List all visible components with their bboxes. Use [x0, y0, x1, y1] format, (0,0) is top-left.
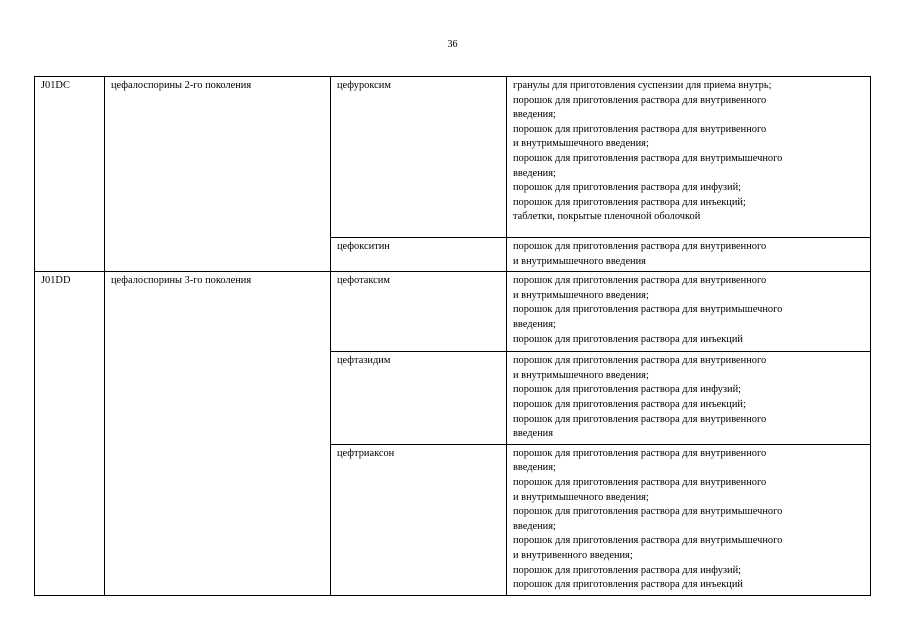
dosage-form-line: порошок для приготовления раствора для внутривенного: [513, 241, 767, 252]
dosage-forms-cell: [507, 444, 871, 595]
dosage-form-line: и внутримышечного введения;: [513, 289, 649, 301]
drug-name-cell: цефтазидим: [331, 352, 507, 445]
dosage-form-line: введения;: [513, 520, 556, 532]
dosage-form-line: и внутримышечного введения;: [513, 491, 649, 503]
atc-code-cell: J01DC: [35, 77, 105, 272]
dosage-form-line: порошок для приготовления раствора для внутривенного: [513, 355, 767, 367]
dosage-form-line: порошок для приготовления раствора для внутривенного: [513, 275, 767, 287]
drug-table: [34, 76, 871, 596]
atc-code-cell: J01DD: [35, 272, 105, 596]
dosage-form-line: введения;: [513, 462, 556, 474]
dosage-forms-cell: [507, 77, 871, 238]
dosage-form-line: порошок для приготовления раствора для внутривенного: [513, 413, 767, 425]
dosage-form-line: порошок для приготовления раствора для внутримышечного: [513, 304, 783, 316]
dosage-form-line: порошок для приготовления раствора для внутривенного: [513, 447, 767, 459]
dosage-form-line: порошок для приготовления раствора для инфузий;: [513, 182, 742, 194]
dosage-form-line: порошок для приготовления раствора для инфузий;: [513, 564, 742, 576]
dosage-form-line: порошок для приготовления раствора для внутримышечного: [513, 152, 783, 164]
dosage-form-line: и внутримышечного введения;: [513, 369, 649, 381]
drug-name-cell: цефуроксим: [331, 77, 507, 238]
drug-name-cell: цефотаксим: [331, 272, 507, 352]
dosage-form-line: и внутримышечного введения: [513, 255, 646, 267]
dosage-form-line: введения;: [513, 109, 556, 121]
dosage-form-line: и внутривенного введения;: [513, 549, 633, 561]
dosage-form-line: и внутримышечного введения;: [513, 138, 649, 150]
dosage-forms-cell: [507, 272, 871, 352]
dosage-form-line: порошок для приготовления раствора для инъекций: [513, 579, 743, 591]
dosage-form-line: порошок для приготовления раствора для внутривенного: [513, 94, 767, 106]
dosage-form-line: порошок для приготовления раствора для внутримышечного: [513, 535, 783, 547]
dosage-forms-cell: [507, 352, 871, 445]
table-row: [35, 77, 871, 238]
dosage-form-line: порошок для приготовления раствора для инъекций: [513, 333, 743, 345]
dosage-form-line: порошок для приготовления раствора для внутривенного: [513, 476, 767, 488]
drug-name-cell: цефокситин: [331, 238, 507, 272]
atc-group-cell: цефалоспорины 3-го поколения: [105, 272, 331, 596]
table-row: [35, 272, 871, 352]
dosage-form-line: гранулы для приготовления суспензии для приема внутрь;: [513, 80, 772, 91]
dosage-form-line: введения: [513, 428, 554, 440]
drug-name-cell: цефтриаксон: [331, 444, 507, 595]
page-number: 36: [447, 39, 458, 50]
dosage-form-line: порошок для приготовления раствора для внутривенного: [513, 123, 767, 135]
dosage-form-line: порошок для приготовления раствора для инфузий;: [513, 384, 742, 396]
dosage-form-line: порошок для приготовления раствора для внутримышечного: [513, 506, 783, 518]
atc-group-cell: цефалоспорины 2-го поколения: [105, 77, 331, 272]
dosage-form-line: порошок для приготовления раствора для инъекций;: [513, 398, 746, 410]
dosage-form-line: порошок для приготовления раствора для инъекций;: [513, 196, 746, 208]
dosage-form-line: введения;: [513, 167, 556, 179]
dosage-form-line: введения;: [513, 318, 556, 330]
dosage-form-line: таблетки, покрытые пленочной оболочкой: [513, 211, 701, 223]
dosage-forms-cell: [507, 238, 871, 272]
